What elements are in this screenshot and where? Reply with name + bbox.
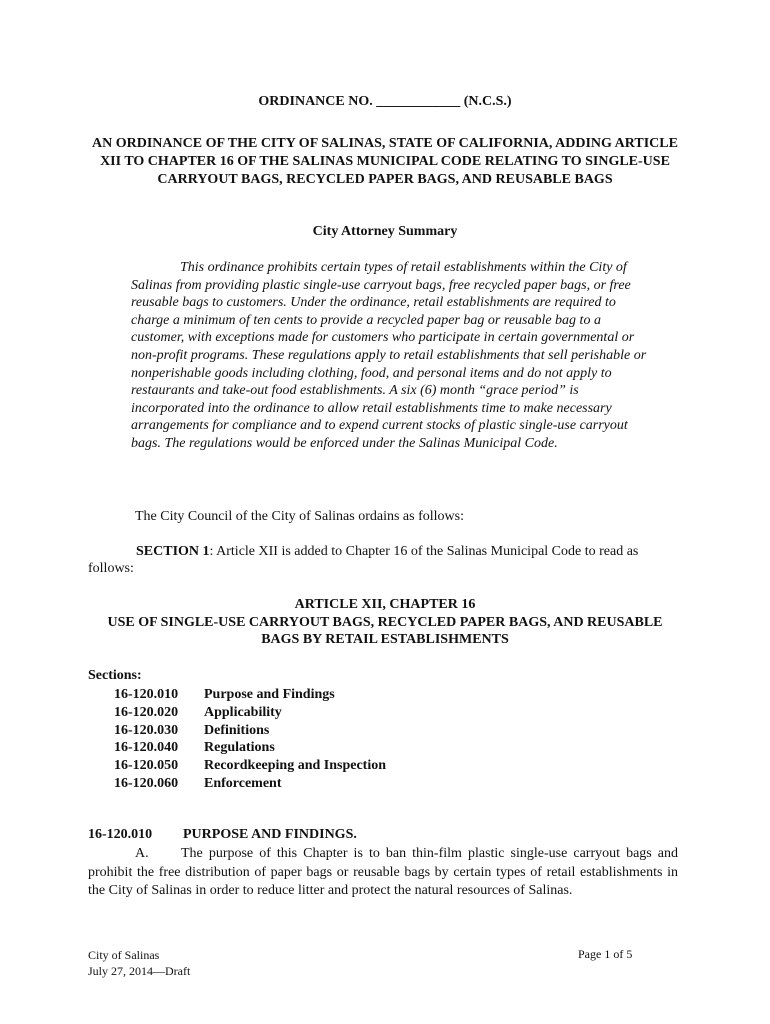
section-number: 16-120.040 [114, 740, 179, 756]
section-row [114, 757, 386, 775]
section-number: 16-120.010 [114, 687, 179, 702]
section-title: Purpose and Findings [204, 687, 335, 702]
section-title: Definitions [204, 722, 270, 738]
purpose-heading [88, 827, 357, 843]
section-1-paragraph [88, 543, 678, 577]
section-number: 16-120.050 [114, 758, 179, 774]
section-1-label: SECTION 1 [136, 544, 210, 559]
article-heading-line2: USE OF SINGLE-USE CARRYOUT BAGS, RECYCLED PAPER BAGS, AND REUSABLE BAGS BY RETAIL ESTABLISHMENTS [107, 614, 663, 647]
section-title: Enforcement [204, 775, 282, 791]
section-row [114, 722, 386, 740]
footer-city: City of Salinas [88, 948, 160, 962]
sections-label: Sections: [88, 668, 142, 683]
footer-page-number: Page 1 of 5 [578, 947, 633, 961]
section-title: Recordkeeping and Inspection [204, 758, 387, 774]
section-row [114, 775, 386, 793]
ordinance-title: AN ORDINANCE OF THE CITY OF SALINAS, STATE OF CALIFORNIA, ADDING ARTICLE XII TO CHAPTER 16 OF THE SALINAS MUNICIPAL CODE RELATING TO SINGLE-USE CARRYOUT BAGS, RECYCLED PAPER BAGS, AND REUSABLE BAGS [92, 136, 678, 187]
sections-list [114, 686, 386, 793]
article-heading [90, 596, 680, 649]
paragraph-label: A. [135, 846, 149, 861]
summary-heading: City Attorney Summary [312, 224, 458, 239]
section-number: 16-120.020 [114, 704, 179, 720]
section-number: 16-120.060 [114, 775, 179, 791]
section-number: 16-120.030 [114, 722, 179, 738]
article-heading-line1: ARTICLE XII, CHAPTER 16 [294, 597, 476, 612]
section-1-text: : Article XII is added to Chapter 16 of the Salinas Municipal Code to read as follows: [88, 544, 639, 576]
section-row [114, 739, 386, 757]
purpose-paragraph-a [88, 845, 678, 901]
section-title: Regulations [204, 740, 275, 756]
footer-date: July 27, 2014—Draft [88, 964, 191, 978]
summary-paragraph: This ordinance prohibits certain types of retail establishments within the City of Salinas from providing plastic single-use carryout bags, free recycled paper bags, or free reusable bags to customers. Under the ordinance, retail establishments are required to charge a minimum of ten cents to provide a recycled paper bag or reusable bag to a customer, with exceptions made for customers who participate in certain governmental or non-profit programs. These regulations apply to retail establishments that sell perishable or nonperishable goods including clothing, food, and personal items and do not apply to restaurants and take-out food establishments. A six (6) month “grace period” is incorporated into the ordinance to allow retail establishments time to make necessary arrangements for compliance and to expend current stocks of plastic single-use carryout bags. The regulations would be enforced under the Salinas Municipal Code. [131, 260, 647, 451]
council-ordains-line: The City Council of the City of Salinas ordains as follows: [135, 509, 464, 524]
paragraph-text: The purpose of this Chapter is to ban thin-film plastic single-use carryout bags and prohibit the free distribution of paper bags or reusable bags by certain types of retail establishments in the City of Salinas in order to reduce litter and protect the natural resources of Salinas. [88, 846, 678, 898]
section-row [114, 704, 386, 722]
ordinance-number: ORDINANCE NO. ____________ (N.C.S.) [258, 94, 512, 109]
section-title: Applicability [204, 704, 282, 720]
section-row [114, 686, 386, 704]
purpose-section-number: 16-120.010 [88, 827, 153, 842]
footer-left [88, 947, 190, 979]
purpose-section-title: PURPOSE AND FINDINGS. [183, 827, 357, 842]
